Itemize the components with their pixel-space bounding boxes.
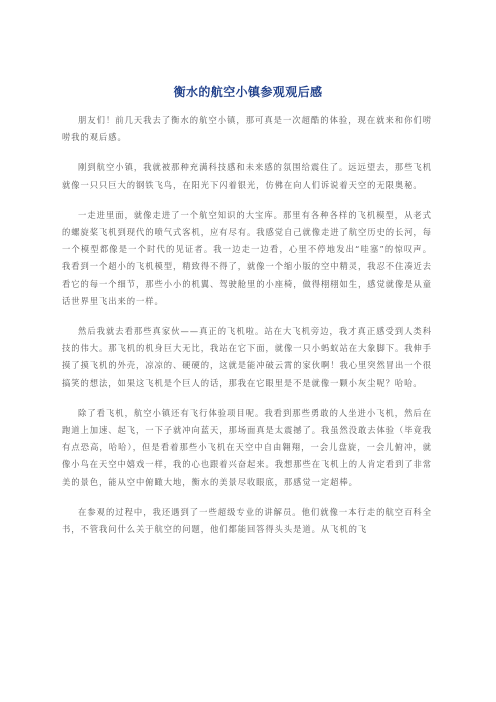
paragraph: 然后我就去看那些真家伙——真正的飞机啦。站在大飞机旁边，我才真正感受到人类科技的伟大。那飞机的机身巨大无比，我站在它下面，就像一只小蚂蚁站在大象脚下。我伸手摸了摸飞机的外壳，凉凉的、硬硬的，这就是能冲破云霄的家伙啊！我心里突然冒出一个很搞笑的想法，如果这飞机是个巨人的话，那我在它眼里是不是就像一颗小灰尘呢？哈哈。: [62, 326, 432, 388]
paragraph: 在参观的过程中，我还遇到了一些超级专业的讲解员。他们就像一本行走的航空百科全书，不管我问什么关于航空的问题，他们都能回答得头头是道。从飞机的飞: [62, 506, 432, 535]
paragraph: 一走进里面，就像走进了一个航空知识的大宝库。那里有各种各样的飞机模型，从老式的螺旋桨飞机到现代的喷气式客机，应有尽有。我感觉自己就像走进了航空历史的长河，每一个模型都像是一个时代的见证者。我一边走一边看，心里不停地发出“哇塞”的惊叹声。我看到一个超小的飞机模型，精致得不得了，就像一个缩小版的空中精灵，我忍不住凑近去看它的每一个细节，那些小小的机翼、驾驶舱里的小座椅，做得栩栩如生，感觉就像是从童话世界里飞出来的一样。: [62, 209, 432, 306]
paragraph: 除了看飞机，航空小镇还有飞行体验项目呢。我看到那些勇敢的人坐进小飞机，然后在跑道上加速、起飞，一下子就冲向蓝天，那场面真是太震撼了。我虽然没敢去体验（毕竟我有点恐高，哈哈），但是看着那些小飞机在天空中自由翱翔，一会儿盘旋，一会儿俯冲，就像小鸟在天空中嬉戏一样，我的心也跟着兴奋起来。我想那些在飞机上的人肯定看到了非常美的景色，能从空中俯瞰大地，衡水的美景尽收眼底，那感觉一定超棒。: [62, 407, 432, 487]
document-body: [62, 112, 432, 538]
document-title: 衡水的航空小镇参观观后感: [173, 85, 323, 99]
paragraph: 朋友们！前几天我去了衡水的航空小镇，那可真是一次超酷的体验，现在就来和你们唠唠我的观后感。: [62, 115, 432, 143]
paragraph: 刚到航空小镇，我就被那种充满科技感和未来感的氛围给震住了。远远望去，那些飞机就像一只只巨大的钢铁飞鸟，在阳光下闪着银光，仿佛在向人们诉说着天空的无限奥秘。: [62, 162, 432, 190]
